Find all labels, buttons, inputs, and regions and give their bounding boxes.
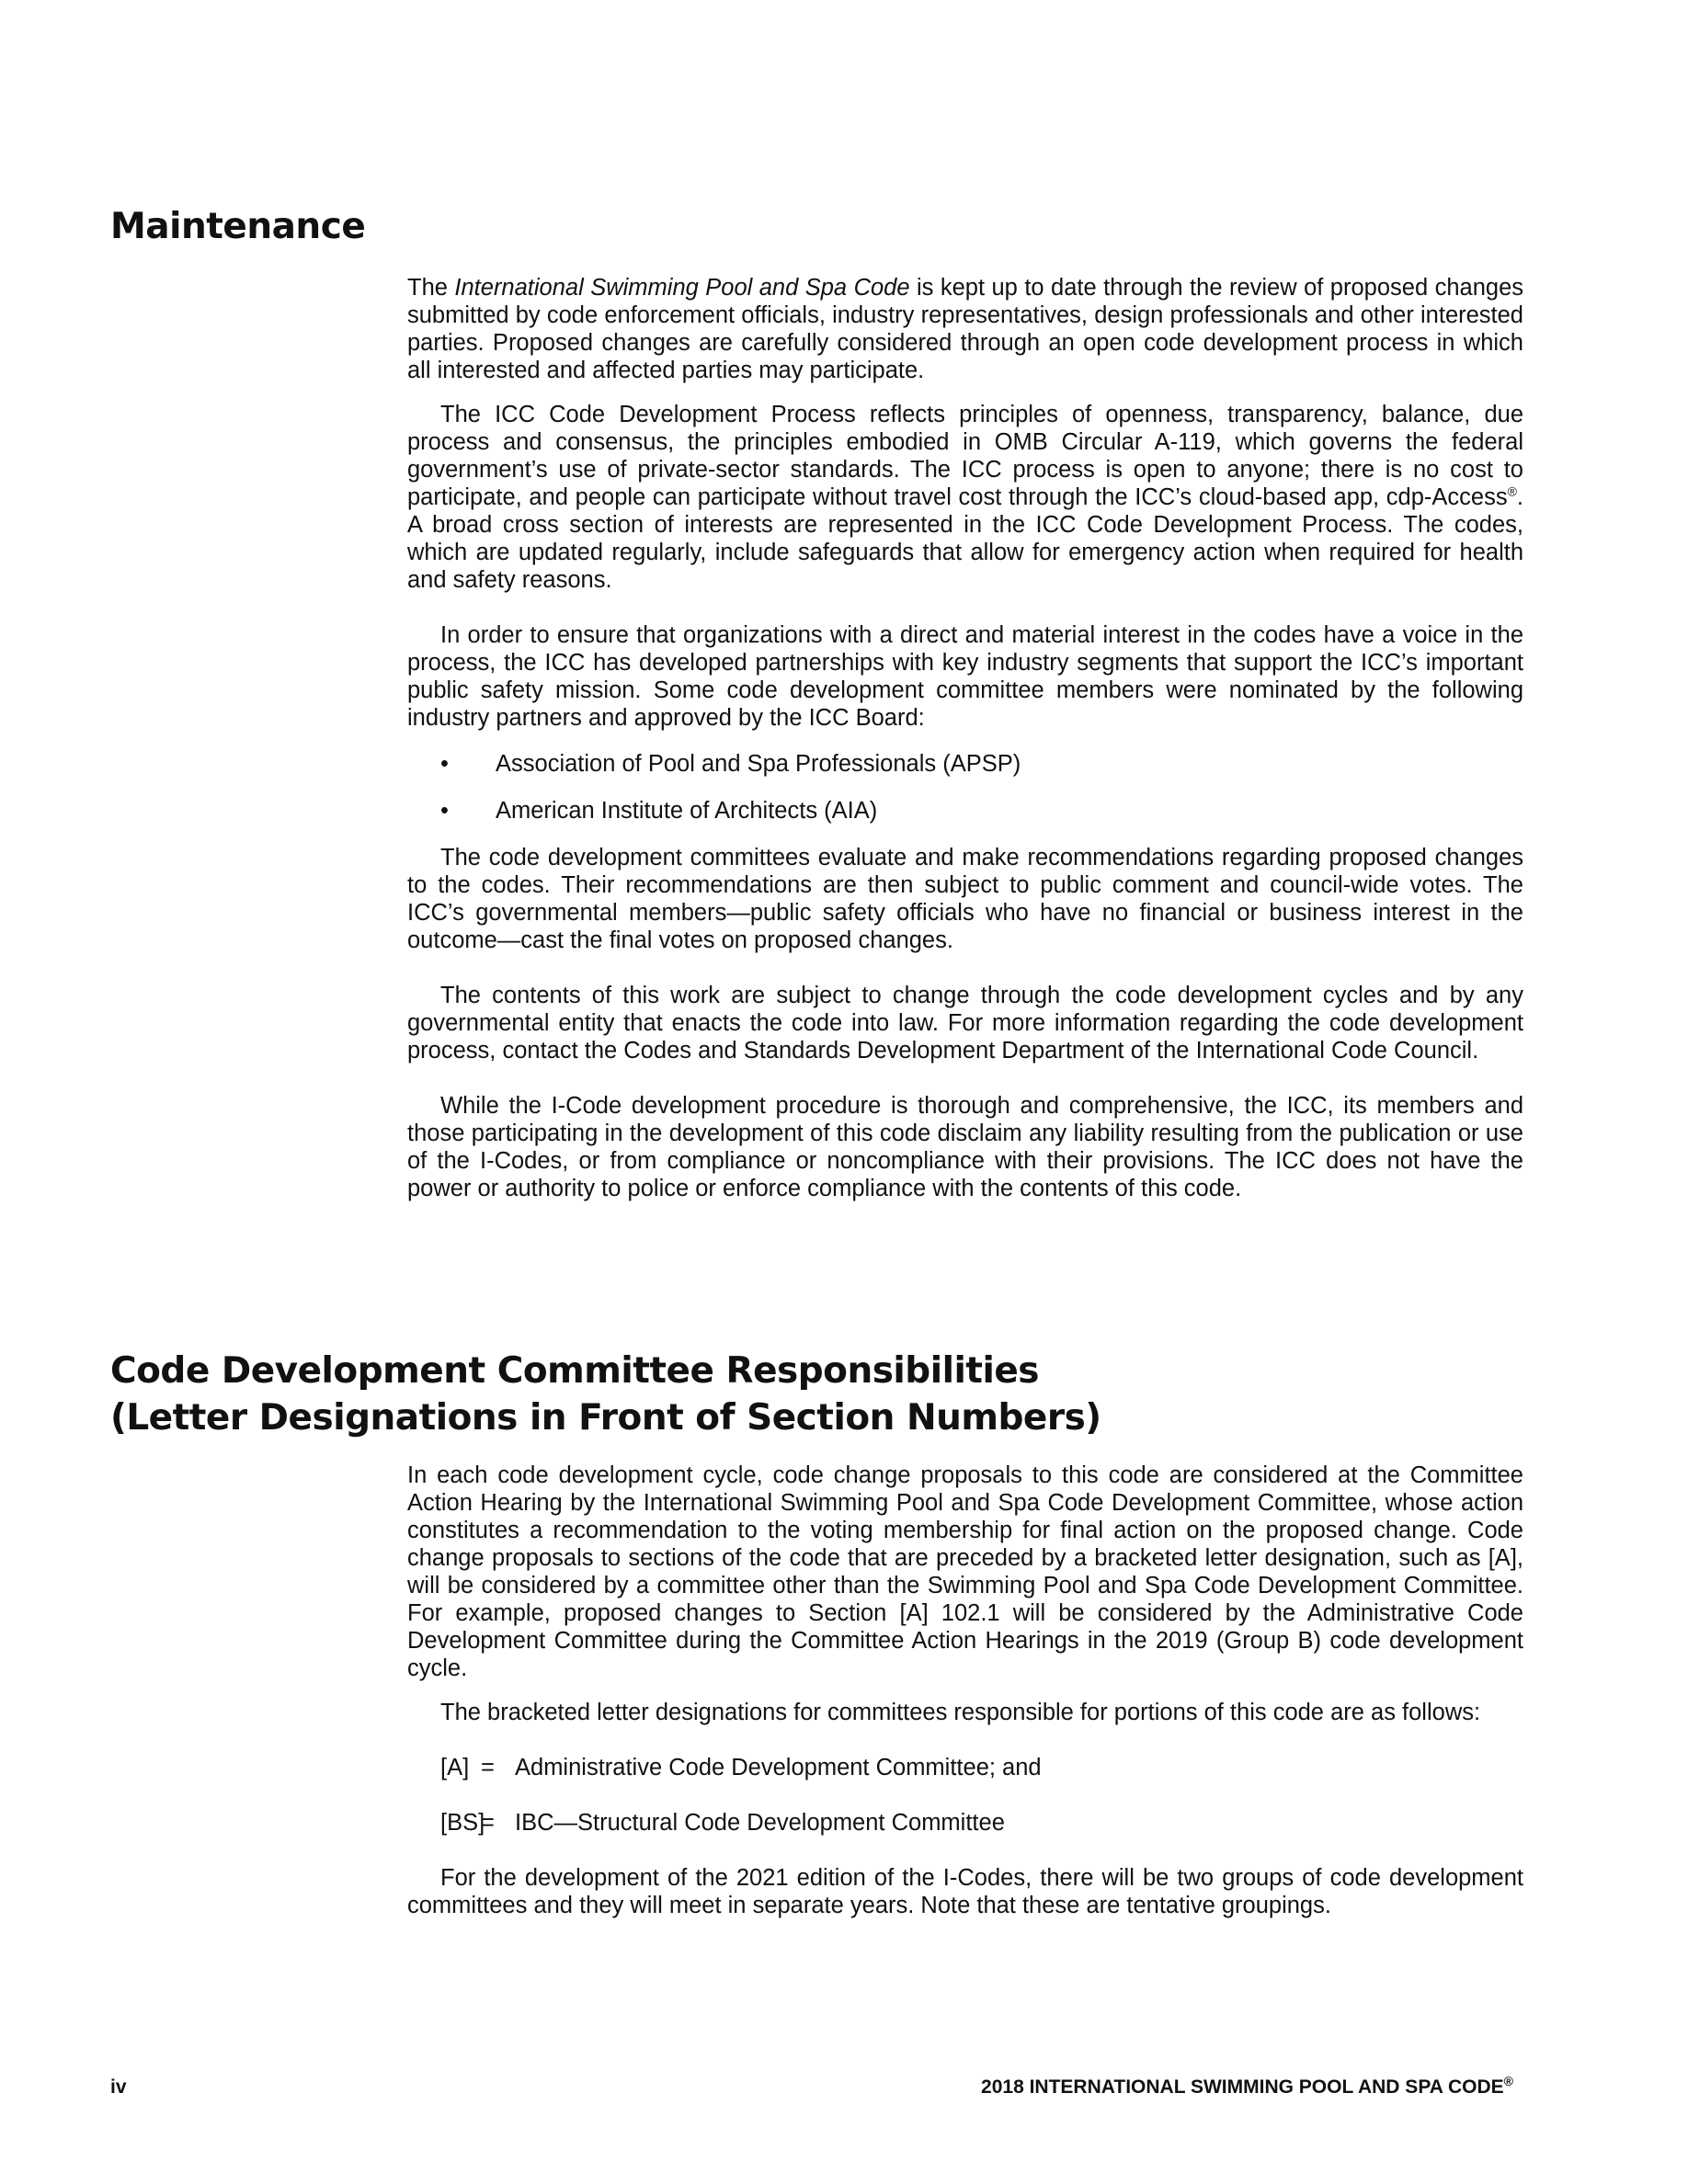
list-item xyxy=(407,750,1523,778)
maintenance-paragraph-2 xyxy=(407,401,1523,594)
registered-mark: ® xyxy=(1507,483,1517,499)
bullet-icon: • xyxy=(440,798,449,824)
list-item-label: American Institute of Architects (AIA) xyxy=(496,798,878,824)
designation-equals: = xyxy=(481,1810,495,1836)
maintenance-paragraph-4: The code development committees evaluate and make recommendations regarding proposed changes to the codes. Their recommendations are then subject to public comment and council-wide votes. The ICC’s governmental members—public safety officials who have no financial or business interest in the outcome—cast the final votes on proposed changes. xyxy=(407,845,1523,953)
committee-paragraph-1: In each code development cycle, code change proposals to this code are considered at the Committee Action Hearing by the International Swimming Pool and Spa Code Development Committee, whose action constitutes a recommendation to the voting membership for final action on the proposed change. Code change proposals to sections of the code that are preceded by a bracketed letter designation, such as [A], will be considered by a committee other than the Swimming Pool and Spa Code Development Committee. For example, proposed changes to Section [A] 102.1 will be considered by the Administrative Code Development Committee during the Committee Action Hearings in the 2019 (Group B) code development cycle. xyxy=(407,1462,1523,1681)
committee-paragraph-2: The bracketed letter designations for committees responsible for portions of this code are as follows: xyxy=(440,1700,1481,1725)
footer-book-title: 2018 INTERNATIONAL SWIMMING POOL AND SPA CODE xyxy=(981,2076,1504,2098)
list-item xyxy=(407,797,1523,825)
designation-key: [A] xyxy=(440,1755,470,1780)
committee-paragraph-3: For the development of the 2021 edition of the I-Codes, there will be two groups of code development committees and they will meet in separate years. Note that these are tentative groupings. xyxy=(407,1865,1523,1918)
committee-heading-line-1: Code Development Committee Responsibilities xyxy=(110,1350,1039,1392)
designation-key: [BS] xyxy=(440,1810,485,1836)
p2-rest: . A broad cross section of interests are represented in the ICC Code Development Process. The codes, which are updated regularly, include safeguards that allow for emergency action when required for health and safety reasons. xyxy=(407,484,1523,593)
p2-lead: The ICC Code Development Process reflects principles of openness, transparency, balance, due process and consensus, the principles embodied in OMB Circular A-119, which governs the federal government’s use of private-sector standards. The ICC process is open to anyone; there is no cost to participate, and people can participate without travel cost through the ICC’s cloud-based app, cdp-Access xyxy=(407,402,1523,510)
industry-partner-list xyxy=(407,750,1523,825)
designation-value: IBC—Structural Code Development Committee xyxy=(515,1810,1005,1836)
maintenance-heading: Maintenance xyxy=(110,206,366,247)
bullet-icon: • xyxy=(440,751,449,777)
committee-body xyxy=(407,1462,1523,1938)
page-number: iv xyxy=(110,2076,127,2098)
designation-row xyxy=(440,1809,1523,1837)
code-title-italic: International Swimming Pool and Spa Code xyxy=(454,275,910,301)
p1-rest: is kept up to date through the review of proposed changes submitted by code enforcement officials, industry representatives, design professionals and other interested parties. Proposed changes are carefully considered through an open code development process in which all interested and affected parties may participate. xyxy=(407,275,1524,383)
maintenance-paragraph-5: The contents of this work are subject to change through the code development cycles and by any governmental entity that enacts the code into law. For more information regarding the code development process, contact the Codes and Standards Development Department of the International Code Council. xyxy=(407,983,1523,1064)
running-footer-title xyxy=(981,2076,1513,2099)
designation-row xyxy=(440,1754,1523,1781)
committee-heading xyxy=(110,1348,1489,1441)
designation-equals: = xyxy=(481,1755,495,1780)
maintenance-paragraph-3: In order to ensure that organizations with a direct and material interest in the codes have a voice in the process, the ICC has developed partnerships with key industry segments that support the ICC’s important public safety mission. Some code development committee members were nominated by the following industry partners and approved by the ICC Board: xyxy=(407,622,1523,731)
footer-registered-mark: ® xyxy=(1503,2074,1513,2088)
maintenance-body xyxy=(407,274,1523,1221)
list-item-label: Association of Pool and Spa Professionals (APSP) xyxy=(496,751,1021,777)
maintenance-paragraph-6: While the I-Code development procedure is thorough and comprehensive, the ICC, its members and those participating in the development of this code disclaim any liability resulting from the publication or use of the I-Codes, or from compliance or noncompliance with their provisions. The ICC does not have the power or authority to police or enforce compliance with the contents of this code. xyxy=(407,1093,1523,1201)
designation-value: Administrative Code Development Committee; and xyxy=(515,1755,1042,1780)
maintenance-paragraph-1 xyxy=(407,274,1523,384)
committee-heading-line-2: (Letter Designations in Front of Section Numbers) xyxy=(110,1397,1101,1439)
p1-lead: The xyxy=(407,275,455,301)
